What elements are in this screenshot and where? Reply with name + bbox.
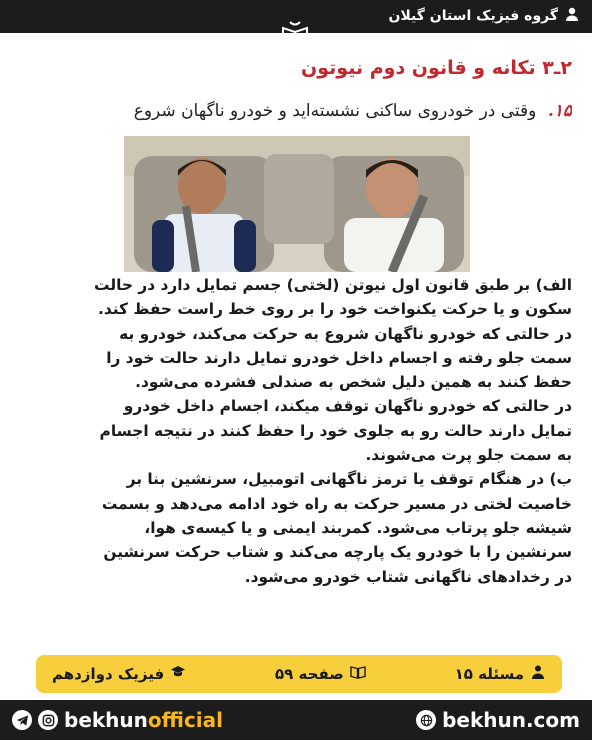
question-number: ۱۵. [547,101,572,121]
answer-line: در حالتی که خودرو ناگهان توقف میکند، اجسام داخل خودرو [123,397,572,416]
answer-line: در رخدادهای ناگهانی شتاب خودرو می‌شود. [244,567,572,586]
section-title: ۲ـ۳ تکانه و قانون دوم نیوتون [301,57,572,79]
answer-line: در حالتی که خودرو ناگهان شروع به حرکت می‌کند، خودرو به [119,324,572,343]
page-label: صفحه ۵۹ [275,665,344,683]
answer-line: تمایل دارند حالت رو به جلوی خود را حفظ کنند در نتیجه اجسام [99,421,572,440]
group-name [388,6,580,26]
globe-icon [416,710,436,730]
book-info [52,664,186,684]
answer-line: به سمت جلو پرت می‌شوند. [365,446,572,465]
problem-info [455,664,546,684]
content-card [6,33,586,700]
question-text [12,101,572,121]
info-bar [36,655,562,693]
graduation-cap-icon [170,664,186,684]
answer-line: ب) در هنگام توقف یا ترمز ناگهانی اتومبیل، سرنشین بنا بر [126,470,572,489]
photo-illustration [124,136,470,272]
problem-label: مسئله ۱۵ [454,665,524,683]
answer-line: سرنشین را با خودرو یک پارچه می‌کند و شتاب حرکت سرنشین [103,543,572,562]
answer-line: سکون و یا حرکت یکنواخت خود را بر روی خط راست حفظ کند. [98,300,572,319]
question-body: وقتی در خودروی ساکنی نشسته‌اید و خودرو ناگهان شروع [133,101,537,121]
open-book-icon [350,664,366,684]
book-label: فیزیک دوازدهم [52,665,165,683]
answer-line: خاصیت لختی در مسیر حرکت به راه خود ادامه می‌دهد و بسمت [101,494,572,513]
answer-line: شیشه جلو پرتاب می‌شود. کمربند ایمنی و یا کیسه‌ی هوا، [144,518,572,537]
user-icon [564,6,580,26]
answer-line: الف) بر طبق قانون اول نیوتن (لختی) جسم تمایل دارد در حالت [94,276,572,294]
answer-line: حفظ کنند به همین دلیل شخص به صندلی فشرده می‌شود. [135,373,572,392]
answer-line: سمت جلو رفته و اجسام داخل خودرو تمایل دارند حالت خود را [106,348,572,367]
website-label: bekhun.com [442,708,580,732]
users-icon [530,664,546,684]
group-name-label: گروه فیزیک استان گیلان [388,8,558,24]
social-handle-suffix: official [147,708,224,732]
answer-text [12,273,572,589]
car-passengers-photo [124,136,470,272]
website-link[interactable] [416,708,580,732]
telegram-icon[interactable] [12,710,32,730]
instagram-icon[interactable] [38,710,58,730]
social-handle-prefix: bekhun [64,708,148,732]
footer-bar [0,700,592,740]
social-handle[interactable] [12,708,223,732]
page-info [275,664,366,684]
